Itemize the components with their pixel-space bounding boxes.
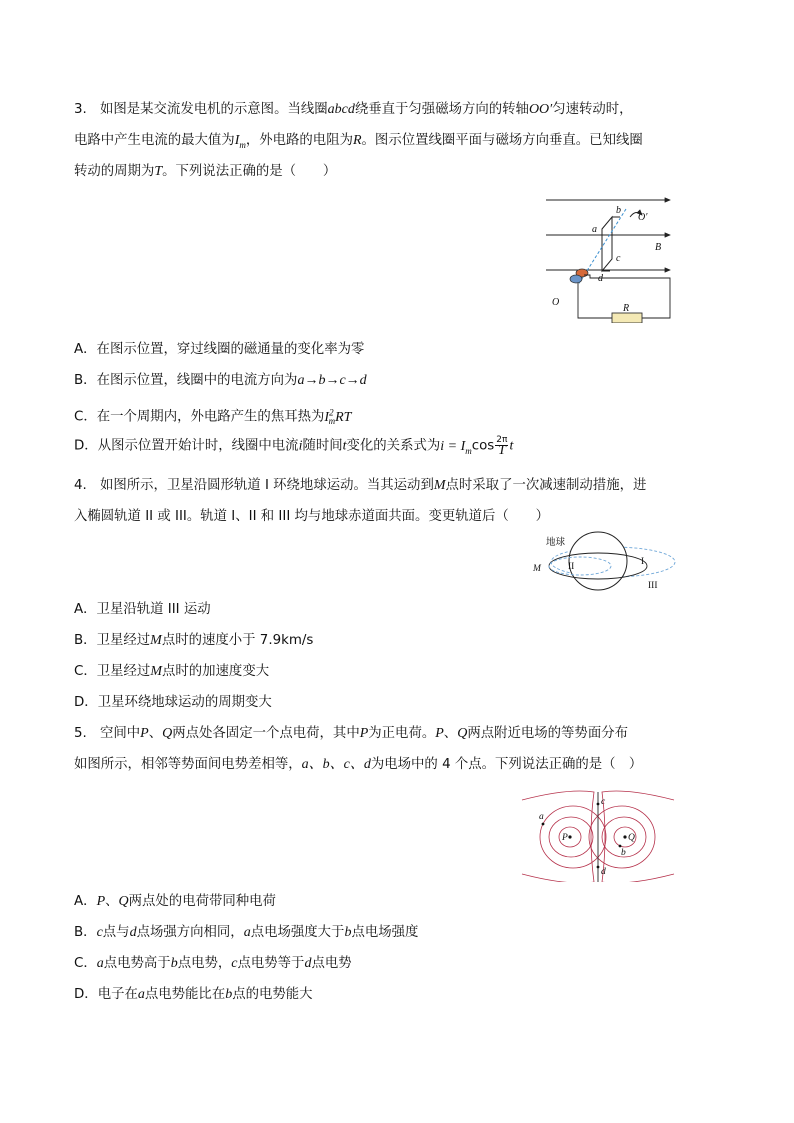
fig-label-a: a xyxy=(592,224,597,235)
q5-option-D[interactable]: D．电子在a点电势能比在b点的电势能大 xyxy=(74,987,313,1002)
q3-text: 转动的周期为 xyxy=(74,164,155,179)
q3-coil-name: abcd xyxy=(327,102,355,117)
q3-axis-name: OO′ xyxy=(528,102,553,117)
q3-stem-line-1 xyxy=(74,101,633,119)
q5-number: 5. xyxy=(74,726,87,741)
fig-label-b: b xyxy=(616,205,621,216)
fig-label-c: c xyxy=(616,253,621,264)
q4-option-A[interactable]: A．卫星沿轨道 III 运动 xyxy=(74,602,211,617)
q4-stem-line-2: 入椭圆轨道 II 或 III。轨道 I、II 和 III 均与地球赤道面共面。变更轨道后（ ） xyxy=(74,509,549,524)
fig-label-III: III xyxy=(648,581,658,591)
fig-label-I: I xyxy=(641,557,645,567)
slip-rings xyxy=(570,269,588,283)
fig-label-P: P xyxy=(562,833,568,843)
q5-stem-line-2: 如图所示，相邻等势面间电势差相等，a、b、c、d为电场中的 4 个点。下列说法正确的是（ ） xyxy=(74,757,643,772)
q3-option-A[interactable]: A．在图示位置，穿过线圈的磁通量的变化率为零 xyxy=(74,342,365,357)
q5-stem-line-1: 5. 空间中P、Q两点处各固定一个点电荷，其中P为正电荷。P、Q两点附近电场的等势面分布 xyxy=(74,726,628,741)
q3-current-path: a→b→c→d xyxy=(297,373,367,388)
q3-text: 。图示位置线圈平面与磁场方向垂直。已知线圈 xyxy=(361,133,643,148)
magnetic-field-lines xyxy=(546,200,670,270)
fig-label-R: R xyxy=(623,303,630,314)
q3-fraction: $\frac{2\pi}{T}$ xyxy=(496,435,508,458)
q3-formula: $i = I_m$ xyxy=(440,438,472,456)
fig-label-a: a xyxy=(539,812,544,822)
q3-R: R xyxy=(352,133,362,148)
fig-label-O: O xyxy=(552,297,560,308)
q5-option-A[interactable]: A．P、Q两点处的电荷带同种电荷 xyxy=(74,894,276,909)
q3-text: 。下列说法正确的是（ ） xyxy=(162,164,337,179)
fig-label-d: d xyxy=(598,273,603,284)
q3-option-B[interactable]: B．在图示位置，线圈中的电流方向为a→b→c→d xyxy=(74,373,367,388)
q5-option-C[interactable]: C．a点电势高于b点电势，c点电势等于d点电势 xyxy=(74,956,352,971)
equipotential-diagram xyxy=(518,790,678,882)
q3-stem-line-3 xyxy=(74,163,336,181)
earth xyxy=(569,532,627,590)
q5-option-B[interactable]: B．c点与d点场强方向相同，a点电场强度大于b点电场强度 xyxy=(74,925,419,940)
fig-label-Q: Q xyxy=(628,833,635,843)
q3-text: 匀速转动时， xyxy=(552,102,633,117)
q3-text: 如图是某交流发电机的示意图。当线圈 xyxy=(100,102,328,117)
fig-label-B: B xyxy=(655,242,662,253)
external-circuit xyxy=(578,275,670,323)
fig-label-c: c xyxy=(601,797,606,807)
q3-Im: $I_m$ xyxy=(234,133,246,150)
q4-stem-line-1: 4. 如图所示，卫星沿圆形轨道 I 环绕地球运动。当其运动到M点时采取了一次减速制动措施，进 xyxy=(74,478,647,493)
resistor-R xyxy=(612,313,642,323)
q4-option-B[interactable]: B．卫星经过M点时的速度小于 7.9km/s xyxy=(74,633,314,648)
fig-label-O-prime: O′ xyxy=(638,212,648,223)
fig-label-M: M xyxy=(533,564,541,574)
q3-number: 3. xyxy=(74,102,87,117)
q3-heat-expr: $I^2_mRT$ xyxy=(324,407,352,427)
q3-text: 绕垂直于匀强磁场方向的转轴 xyxy=(354,102,529,117)
fig-label-II: II xyxy=(568,562,575,572)
q3-option-D[interactable]: D．从图示位置开始计时，线圈中电流i随时间t变化的关系式为$i = I_m\cos$ $\frac{2\pi}{T}$ t xyxy=(74,435,514,458)
q4-option-C[interactable]: C．卫星经过M点时的加速度变大 xyxy=(74,664,270,679)
q3-T: T xyxy=(154,164,163,179)
fig-label-d: d xyxy=(601,867,606,877)
q4-option-D[interactable]: D．卫星环绕地球运动的周期变大 xyxy=(74,695,272,710)
q4-number: 4. xyxy=(74,478,87,493)
q3-stem-line-2 xyxy=(74,132,643,154)
generator-diagram xyxy=(530,195,680,323)
fig-label-earth: 地球 xyxy=(546,537,566,548)
satellite-orbit-diagram xyxy=(528,530,678,592)
q3-text: ，外电路的电阻为 xyxy=(245,133,353,148)
q3-option-C[interactable]: C．在一个周期内，外电路产生的焦耳热为$I^2_mRT$ xyxy=(74,407,352,427)
fig-label-b: b xyxy=(621,848,626,858)
q3-text: 电路中产生电流的最大值为 xyxy=(74,133,235,148)
